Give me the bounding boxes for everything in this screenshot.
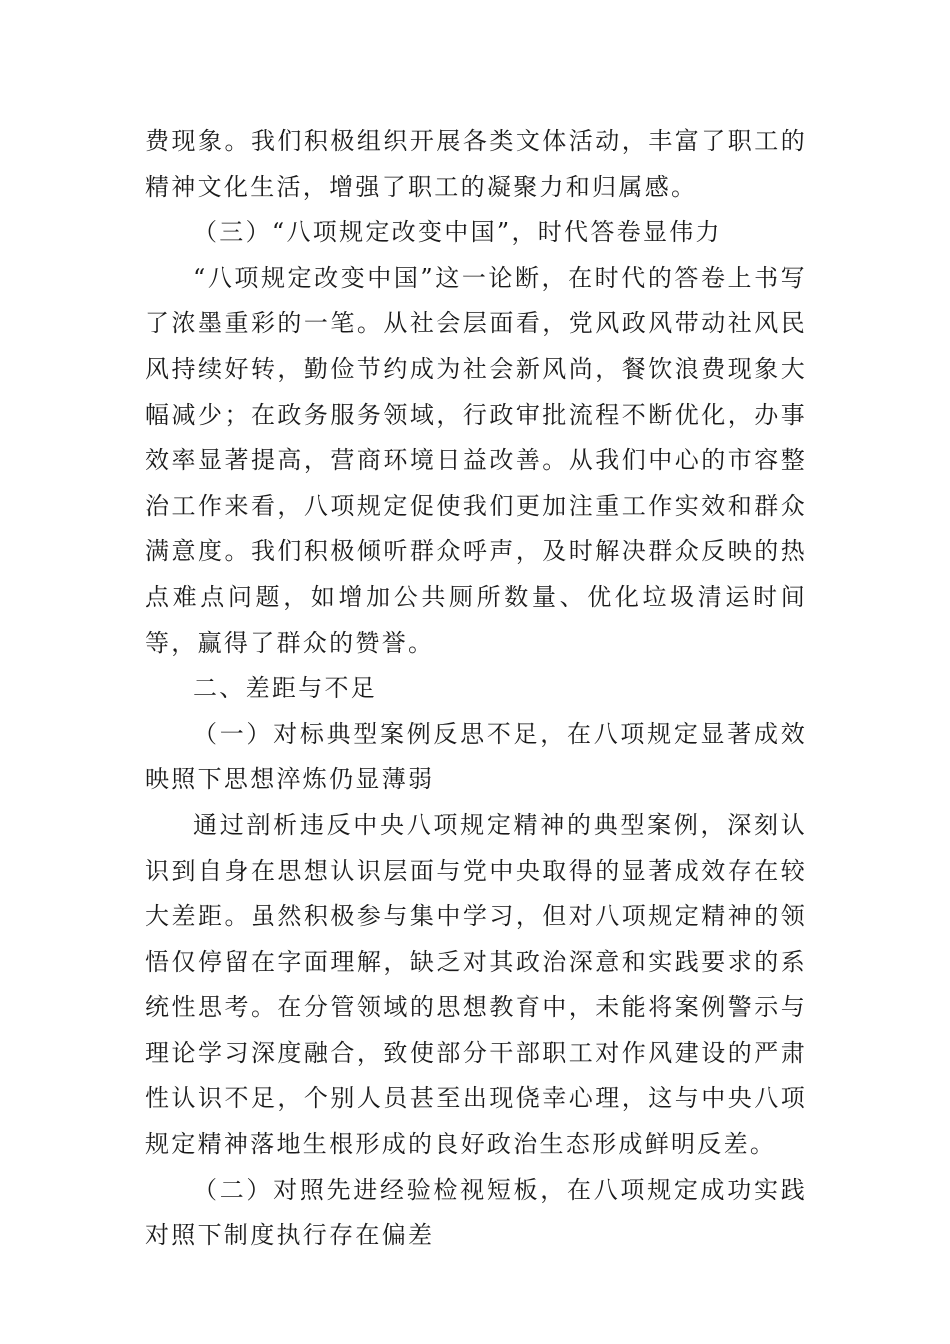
subheading-three: （三）“八项规定改变中国”，时代答卷显伟力 [193, 218, 722, 247]
paragraph-case-reflection: 通过剖析违反中央八项规定精神的典型案例，深刻认识到自身在思想认识层面与党中央取得的显著成效存在较大差距。虽然积极参与集中学习，但对八项规定精神的领悟仅停留在字面理解，缺乏对其政治深意和实践要求的系统性思考。在分管领域的思想教育中，未能将案例警示与理论学习深度融合，致使部分干部职工对作风建设的严肃性认识不足，个别人员甚至出现侥幸心理，这与中央八项规定精神落地生根形成的良好政治生态形成鲜明反差。 [145, 810, 807, 1159]
paragraph-continuation: 费现象。我们积极组织开展各类文体活动，丰富了职工的精神文化生活，增强了职工的凝聚力和归属感。 [145, 127, 807, 201]
document-body [145, 119, 807, 1259]
section-heading-gaps: 二、差距与不足 [193, 674, 378, 703]
subheading-one: （一）对标典型案例反思不足，在八项规定显著成效映照下思想淬炼仍显薄弱 [145, 719, 807, 794]
subheading-two: （二）对照先进经验检视短板，在八项规定成功实践对照下制度执行存在偏差 [145, 1175, 807, 1250]
paragraph-eight-rules-impact: “八项规定改变中国”这一论断，在时代的答卷上书写了浓墨重彩的一笔。从社会层面看，党风政风带动社风民风持续好转，勤俭节约成为社会新风尚，餐饮浪费现象大幅减少；在政务服务领域，行政审批流程不断优化，办事效率显著提高，营商环境日益改善。从我们中心的市容整治工作来看，八项规定促使我们更加注重工作实效和群众满意度。我们积极倾听群众呼声，及时解决群众反映的热点难点问题，如增加公共厕所数量、优化垃圾清运时间等，赢得了群众的赞誉。 [145, 263, 807, 657]
